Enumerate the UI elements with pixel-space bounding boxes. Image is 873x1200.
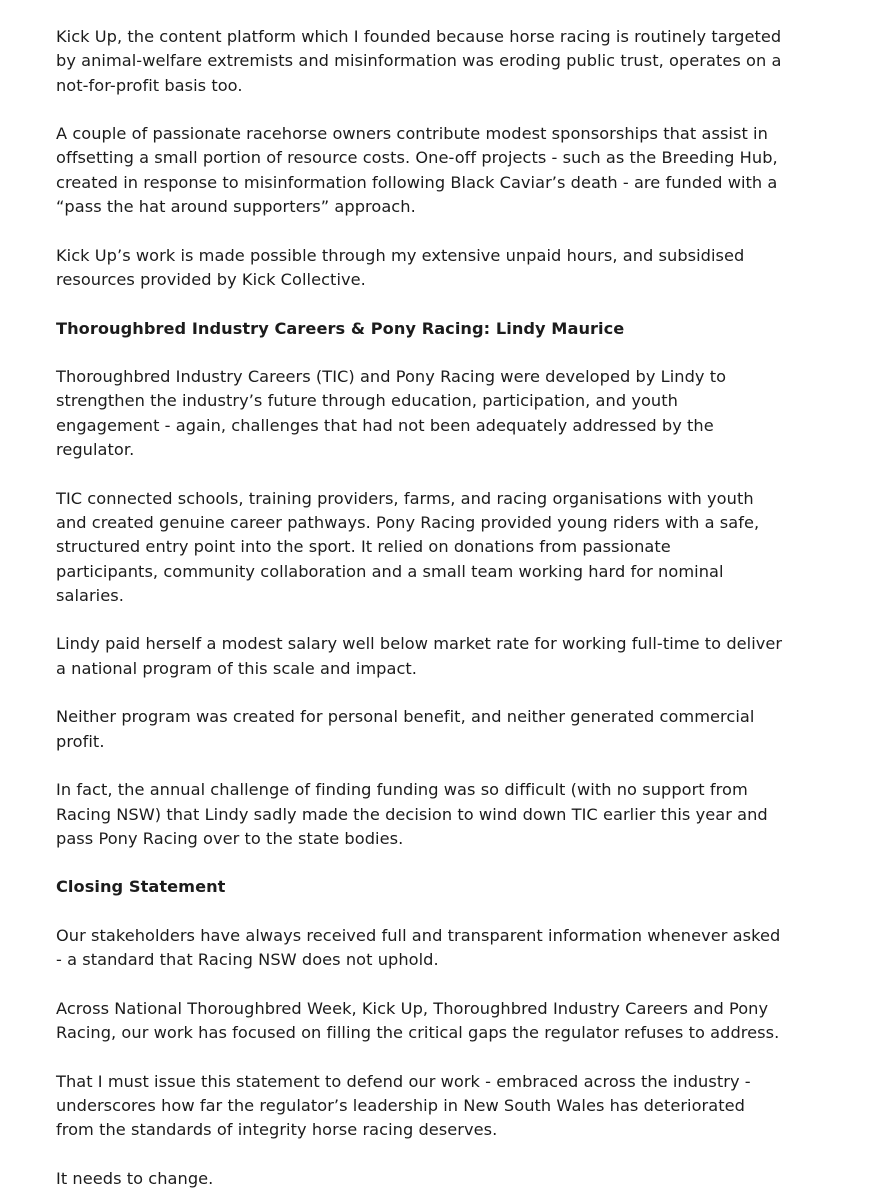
document-body bbox=[56, 25, 846, 1191]
text-line: In fact, the annual challenge of finding funding was so difficult (with no support from bbox=[56, 780, 748, 800]
section-heading-closing-statement: Closing Statement bbox=[56, 877, 226, 897]
paragraph-sponsorships bbox=[56, 122, 846, 219]
text-line: from the standards of integrity horse racing deserves. bbox=[56, 1120, 498, 1140]
text-line: - a standard that Racing NSW does not uphold. bbox=[56, 950, 439, 970]
text-line: offsetting a small portion of resource costs. One-off projects - such as the Breeding Hub, bbox=[56, 148, 778, 168]
text-line: Across National Thoroughbred Week, Kick Up, Thoroughbred Industry Careers and Pony bbox=[56, 998, 769, 1018]
text-line: by animal-welfare extremists and misinformation was eroding public trust, operates on a bbox=[56, 51, 782, 71]
text-line: not-for-profit basis too. bbox=[56, 75, 243, 95]
paragraph-national-thoroughbred-week bbox=[56, 997, 846, 1046]
text-line: strengthen the industry’s future through education, participation, and youth bbox=[56, 391, 678, 411]
text-line: A couple of passionate racehorse owners contribute modest sponsorships that assist in bbox=[56, 124, 768, 144]
text-line: profit. bbox=[56, 731, 105, 751]
paragraph-no-profit bbox=[56, 705, 846, 754]
text-line: salaries. bbox=[56, 585, 124, 605]
text-line: Our stakeholders have always received full and transparent information whenever asked bbox=[56, 925, 781, 945]
text-line: Neither program was created for personal benefit, and neither generated commercial bbox=[56, 707, 755, 727]
text-line: regulator. bbox=[56, 440, 135, 460]
paragraph-needs-to-change bbox=[56, 1167, 846, 1191]
text-line: Thoroughbred Industry Careers (TIC) and Pony Racing were developed by Lindy to bbox=[56, 367, 727, 387]
text-line: participants, community collaboration and a small team working hard for nominal bbox=[56, 561, 724, 581]
text-line: pass Pony Racing over to the state bodies. bbox=[56, 828, 404, 848]
text-line: engagement - again, challenges that had not been adequately addressed by the bbox=[56, 415, 714, 435]
text-line: That I must issue this statement to defend our work - embraced across the industry - bbox=[56, 1071, 751, 1091]
paragraph-tic-development bbox=[56, 365, 846, 462]
paragraph-kick-up-platform bbox=[56, 25, 846, 98]
text-line: a national program of this scale and impact. bbox=[56, 658, 417, 678]
paragraph-stakeholders bbox=[56, 924, 846, 973]
text-line: and created genuine career pathways. Pony Racing provided young riders with a safe, bbox=[56, 512, 760, 532]
text-line: structured entry point into the sport. It relied on donations from passionate bbox=[56, 537, 671, 557]
paragraph-unpaid-hours bbox=[56, 244, 846, 293]
text-line: Racing, our work has focused on filling the critical gaps the regulator refuses to address. bbox=[56, 1023, 780, 1043]
text-line: created in response to misinformation following Black Caviar’s death - are funded with a bbox=[56, 172, 778, 192]
paragraph-issue-statement bbox=[56, 1070, 846, 1143]
text-line: Kick Up’s work is made possible through my extensive unpaid hours, and subsidised bbox=[56, 245, 745, 265]
text-line: Lindy paid herself a modest salary well below market rate for working full-time to deliver bbox=[56, 634, 783, 654]
text-line: resources provided by Kick Collective. bbox=[56, 269, 366, 289]
text-line: underscores how far the regulator’s leadership in New South Wales has deteriorated bbox=[56, 1096, 745, 1116]
paragraph-tic-connections bbox=[56, 487, 846, 608]
text-line: Kick Up, the content platform which I founded because horse racing is routinely targeted bbox=[56, 27, 782, 46]
text-line: TIC connected schools, training providers, farms, and racing organisations with youth bbox=[56, 488, 754, 508]
text-line: “pass the hat around supporters” approach. bbox=[56, 197, 416, 217]
text-line: It needs to change. bbox=[56, 1168, 214, 1188]
section-heading-tic-pony-racing: Thoroughbred Industry Careers & Pony Racing: Lindy Maurice bbox=[56, 318, 625, 338]
text-line: Racing NSW) that Lindy sadly made the decision to wind down TIC earlier this year and bbox=[56, 804, 768, 824]
paragraph-lindy-salary bbox=[56, 632, 846, 681]
paragraph-funding-challenge bbox=[56, 778, 846, 851]
